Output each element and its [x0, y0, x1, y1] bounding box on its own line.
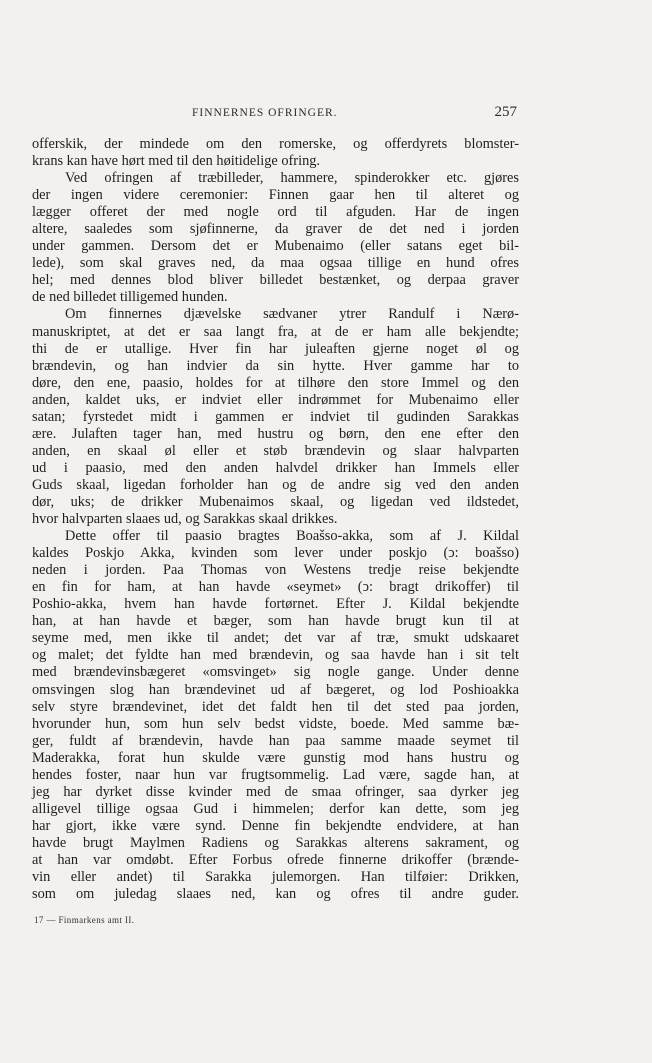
text-line: ære. Julaften tager han, med hustru og børn, den ene efter den	[32, 425, 519, 442]
text-line: offerskik, der mindede om den romerske, og offerdyrets blomster-	[32, 136, 519, 152]
text-line: de ned billedet tilligemed hunden.	[32, 289, 228, 306]
page-number: 257	[494, 104, 517, 120]
body-text	[32, 136, 519, 903]
text-line: ud i paasio, med den anden halvdel drikker han Immels eller	[32, 459, 519, 476]
text-line: neden i jorden. Paa Thomas von Westens tredje reise bekjendte	[32, 562, 519, 579]
text-line: ger, fuldt af brændevin, havde han paa samme maade seymet til	[32, 732, 519, 749]
text-line: under gammen. Dersom det er Mubenaimo (eller satans eget bil-	[32, 238, 519, 255]
text-line: en fin for ham, at han havde «seymet» (ↄ: bragt drikoffer) til	[32, 579, 519, 596]
text-line: hendes foster, naar hun var frugtsommelig. Lad være, sagde han, at	[32, 766, 519, 783]
page	[32, 100, 519, 925]
text-line: Poshio-akka, hvem han havde fortørnet. Efter J. Kildal bekjendte	[32, 596, 519, 613]
text-line: brændevin, og han indvier da sin hytte. Hver gamme har to	[32, 357, 519, 374]
text-line: der ingen videre ceremonier: Finnen gaar hen til alteret og	[32, 187, 519, 204]
text-line: hvor halvparten slaaes ud, og Sarakkas skaal drikkes.	[32, 511, 338, 528]
text-line: lægger offeret der med nogle ord til afguden. Har de ingen	[32, 204, 519, 221]
text-line: omsvingen slog han brændevinet ud af bægeret, og lod Poshioakka	[32, 681, 519, 698]
text-line: at han var omdøbt. Efter Forbus ofrede finnerne drikoffer (brænde-	[32, 851, 519, 868]
text-line: anden, en skaal øl eller et støb brændevin og slaar halvparten	[32, 442, 519, 459]
text-line: vin eller andet) til Sarakka julemorgen. Han tilføier: Drikken,	[32, 869, 519, 886]
text-line: selv styre brændevinet, idet det faldt hen til det sted paa jorden,	[32, 698, 519, 715]
text-line: med brændevinsbægeret «omsvinget» sig nogle gange. Under denne	[32, 664, 519, 681]
text-line: hvorunder hun, som hun selv bedst vidste, boede. Med samme bæ-	[32, 715, 519, 732]
text-line: alligevel tillige ogsaa Gud i himmelen; derfor kan dette, som jeg	[32, 800, 519, 817]
text-line: Ved ofringen af træbilleder, hammere, spinderokker etc. gjøres	[65, 170, 519, 187]
text-line: jeg har dyrket disse kvinder med de smaa ofringer, saa dyrker jeg	[32, 783, 519, 800]
text-line: seyme med, men ikke til andet; det var af træ, smukt udskaaret	[32, 630, 519, 647]
text-line: havde brugt Maylmen Radiens og Sarakkas alterens sakrament, og	[32, 834, 519, 851]
text-line: har gjort, ikke være synd. Denne fin bekjendte endvidere, at han	[32, 817, 519, 834]
running-head: FINNERNES OFRINGER.	[192, 107, 338, 119]
text-line: kaldes Poskjo Akka, kvinden som lever under poskjo (ↄ: boašso)	[32, 545, 519, 562]
text-line: satan; fyrstedet midt i gammen er indviet til gudinden Sarakkas	[32, 408, 519, 425]
text-line: manuskriptet, at det er saa langt fra, at de er ham alle bekjendte;	[32, 323, 519, 340]
text-line: thi de er utallige. Hver fin har juleaften gjerne noget øl og	[32, 340, 519, 357]
text-line: som om juledag slaaes ned, kan og ofres til andre guder.	[32, 886, 519, 903]
text-line: krans kan have hørt med til den høitidelige ofring.	[32, 153, 320, 170]
text-line: hel; med dennes blod bliver billedet bestænket, og derpaa graver	[32, 272, 519, 289]
text-line: Om finnernes djævelske sædvaner ytrer Randulf i Nærø-	[65, 306, 519, 323]
text-line: anden, kaldet uks, er indviet eller indrømmet for Mubenaimo eller	[32, 391, 519, 408]
text-line: og malet; det fyldte han med brændevin, og saa havde han i sit telt	[32, 647, 519, 664]
signature-mark: 17 — Finmarkens amt II.	[34, 915, 135, 926]
page-header	[32, 100, 519, 126]
text-line: altere, saaledes som sjøfinnerne, da graver de det ned i jorden	[32, 221, 519, 238]
text-line: døre, den ene, paasio, holdes for at tilhøre den store Immel og den	[32, 374, 519, 391]
text-line: Guds skaal, ligedan forholder han og de andre sig ved den anden	[32, 476, 519, 493]
text-line: Dette offer til paasio bragtes Boašso-akka, som af J. Kildal	[65, 528, 519, 545]
text-line: han, at han havde et bæger, som han havde brugt kun til at	[32, 613, 519, 630]
text-line: Maderakka, forat hun skulde være gunstig mod hans hustru og	[32, 749, 519, 766]
text-line: dør, uks; de drikker Mubenaimos skaal, og ligedan ved ildstedet,	[32, 493, 519, 510]
text-line: lede), som skal graves ned, da maa ogsaa tillige en hund ofres	[32, 255, 519, 272]
